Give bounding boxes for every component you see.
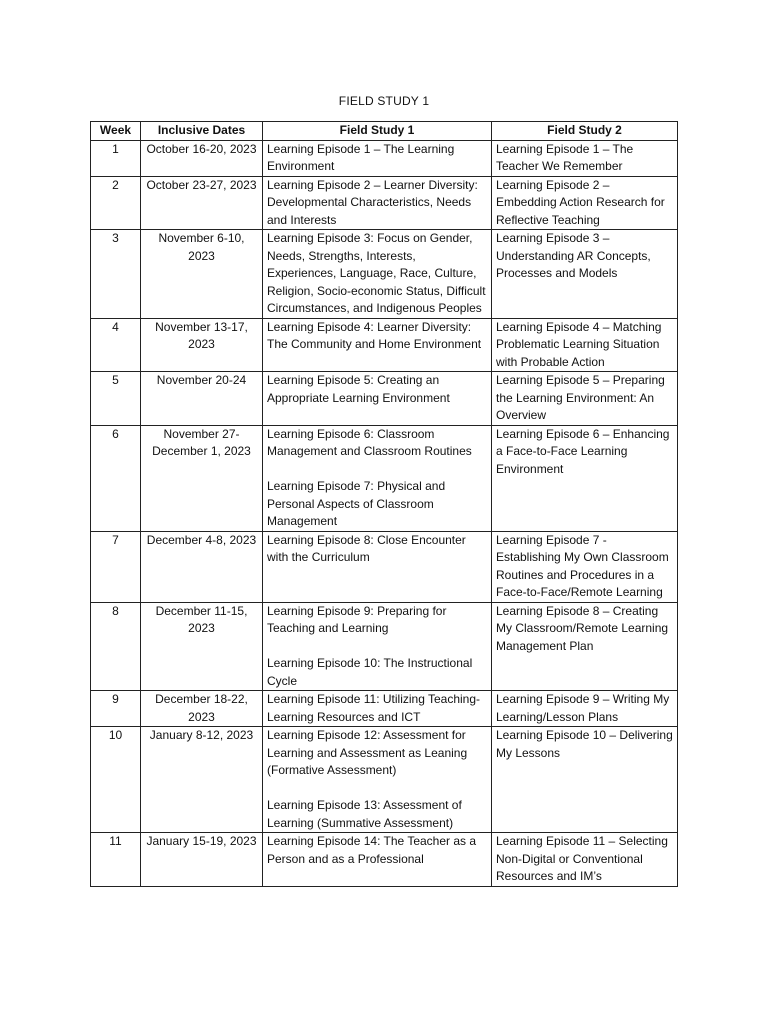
week-cell: 1 xyxy=(91,140,141,176)
learning-episode: Learning Episode 11: Utilizing Teaching-Learning Resources and ICT xyxy=(267,692,481,724)
learning-episode: Learning Episode 3 – Understanding AR Concepts, Processes and Models xyxy=(496,231,651,280)
dates-cell: October 16-20, 2023 xyxy=(141,140,263,176)
header-field-study-2: Field Study 2 xyxy=(492,122,678,141)
table-row xyxy=(91,318,678,372)
learning-episode: Learning Episode 6 – Enhancing a Face-to-Face Learning Environment xyxy=(496,426,670,476)
table-row xyxy=(91,425,678,531)
dates-cell: November 6-10, 2023 xyxy=(141,230,263,319)
learning-episode: Learning Episode 13: Assessment of Learning (Summative Assessment) xyxy=(267,798,462,830)
field-study-2-cell xyxy=(492,318,678,372)
week-cell: 7 xyxy=(91,531,141,602)
week-cell: 2 xyxy=(91,176,141,230)
dates-cell: January 8-12, 2023 xyxy=(141,727,263,833)
field-study-1-cell xyxy=(263,425,492,531)
field-study-2-cell xyxy=(492,372,678,426)
field-study-1-cell xyxy=(263,602,492,691)
learning-episode: Learning Episode 5 – Preparing the Learning Environment: An Overview xyxy=(496,373,665,422)
week-cell: 4 xyxy=(91,318,141,372)
field-study-2-cell xyxy=(492,176,678,230)
dates-cell: November 20-24 xyxy=(141,372,263,426)
learning-episode: Learning Episode 4: Learner Diversity: The Community and Home Environment xyxy=(267,319,482,351)
dates-cell: January 15-19, 2023 xyxy=(141,833,263,887)
learning-episode: Learning Episode 9 – Writing My Learning/Lesson Plans xyxy=(496,692,670,724)
field-study-1-cell xyxy=(263,833,492,887)
field-study-1-cell xyxy=(263,531,492,602)
table-row xyxy=(91,176,678,230)
header-week: Week xyxy=(91,122,141,141)
table-row xyxy=(91,833,678,887)
table-row xyxy=(91,531,678,602)
week-cell: 5 xyxy=(91,372,141,426)
field-study-2-cell xyxy=(492,140,678,176)
learning-episode: Learning Episode 11 – Selecting Non-Digital or Conventional Resources and IM’s xyxy=(496,834,668,883)
table-row xyxy=(91,727,678,833)
page-title: FIELD STUDY 1 xyxy=(338,94,430,108)
week-cell: 3 xyxy=(91,230,141,319)
field-study-2-cell xyxy=(492,833,678,887)
table-row xyxy=(91,691,678,727)
field-study-1-cell xyxy=(263,230,492,319)
field-study-2-cell xyxy=(492,230,678,319)
field-study-1-cell xyxy=(263,372,492,426)
header-inclusive-dates: Inclusive Dates xyxy=(141,122,263,141)
learning-episode: Learning Episode 12: Assessment for Learning and Assessment as Leaning (Formative Assessment) xyxy=(267,728,468,777)
dates-cell: December 11-15, 2023 xyxy=(141,602,263,691)
learning-episode: Learning Episode 8: Close Encounter with the Curriculum xyxy=(267,532,466,564)
table-row xyxy=(91,140,678,176)
week-cell: 9 xyxy=(91,691,141,727)
learning-episode: Learning Episode 10 – Delivering My Lessons xyxy=(496,728,673,760)
field-study-1-cell xyxy=(263,140,492,176)
header-field-study-1: Field Study 1 xyxy=(263,122,492,141)
field-study-1-cell xyxy=(263,691,492,727)
learning-episode: Learning Episode 7: Physical and Personal Aspects of Classroom Management xyxy=(267,479,446,528)
dates-cell: October 23-27, 2023 xyxy=(141,176,263,230)
table-row xyxy=(91,602,678,691)
field-study-1-cell xyxy=(263,318,492,372)
table-header-row xyxy=(91,122,678,141)
field-study-1-cell xyxy=(263,727,492,833)
field-study-2-cell xyxy=(492,691,678,727)
field-study-2-cell xyxy=(492,425,678,531)
learning-episode: Learning Episode 2 – Learner Diversity: Developmental Characteristics, Needs and Interests xyxy=(267,177,478,227)
learning-episode: Learning Episode 2 – Embedding Action Research for Reflective Teaching xyxy=(496,177,665,227)
schedule-table xyxy=(90,121,678,887)
field-study-2-cell xyxy=(492,727,678,833)
learning-episode: Learning Episode 8 – Creating My Classroom/Remote Learning Management Plan xyxy=(496,603,669,653)
learning-episode: Learning Episode 4 – Matching Problematic Learning Situation with Probable Action xyxy=(496,319,662,369)
dates-cell: December 18-22, 2023 xyxy=(141,691,263,727)
learning-episode: Learning Episode 10: The Instructional Cycle xyxy=(267,656,473,688)
learning-episode: Learning Episode 3: Focus on Gender, Needs, Strengths, Interests, Experiences, Language, Race, Culture, Religion, Socio-economic Status, Difficult Circumstances, and Indigenous Peoples xyxy=(267,231,486,315)
learning-episode: Learning Episode 9: Preparing for Teaching and Learning xyxy=(267,603,447,635)
learning-episode: Learning Episode 7 - Establishing My Own Classroom Routines and Procedures in a Face-to-Face/Remote Learning xyxy=(496,532,669,599)
learning-episode: Learning Episode 1 – The Learning Environment xyxy=(267,141,455,173)
learning-episode: Learning Episode 14: The Teacher as a Person and as a Professional xyxy=(267,834,477,866)
field-study-1-cell xyxy=(263,176,492,230)
week-cell: 10 xyxy=(91,727,141,833)
dates-cell: November 13-17, 2023 xyxy=(141,318,263,372)
week-cell: 8 xyxy=(91,602,141,691)
week-cell: 11 xyxy=(91,833,141,887)
learning-episode: Learning Episode 1 – The Teacher We Remember xyxy=(496,141,634,173)
week-cell: 6 xyxy=(91,425,141,531)
learning-episode: Learning Episode 5: Creating an Appropriate Learning Environment xyxy=(267,373,450,405)
field-study-2-cell xyxy=(492,531,678,602)
table-row xyxy=(91,372,678,426)
table-row xyxy=(91,230,678,319)
learning-episode: Learning Episode 6: Classroom Management and Classroom Routines xyxy=(267,426,472,458)
field-study-2-cell xyxy=(492,602,678,691)
dates-cell: November 27-December 1, 2023 xyxy=(141,425,263,531)
schedule-body xyxy=(91,140,678,886)
dates-cell: December 4-8, 2023 xyxy=(141,531,263,602)
